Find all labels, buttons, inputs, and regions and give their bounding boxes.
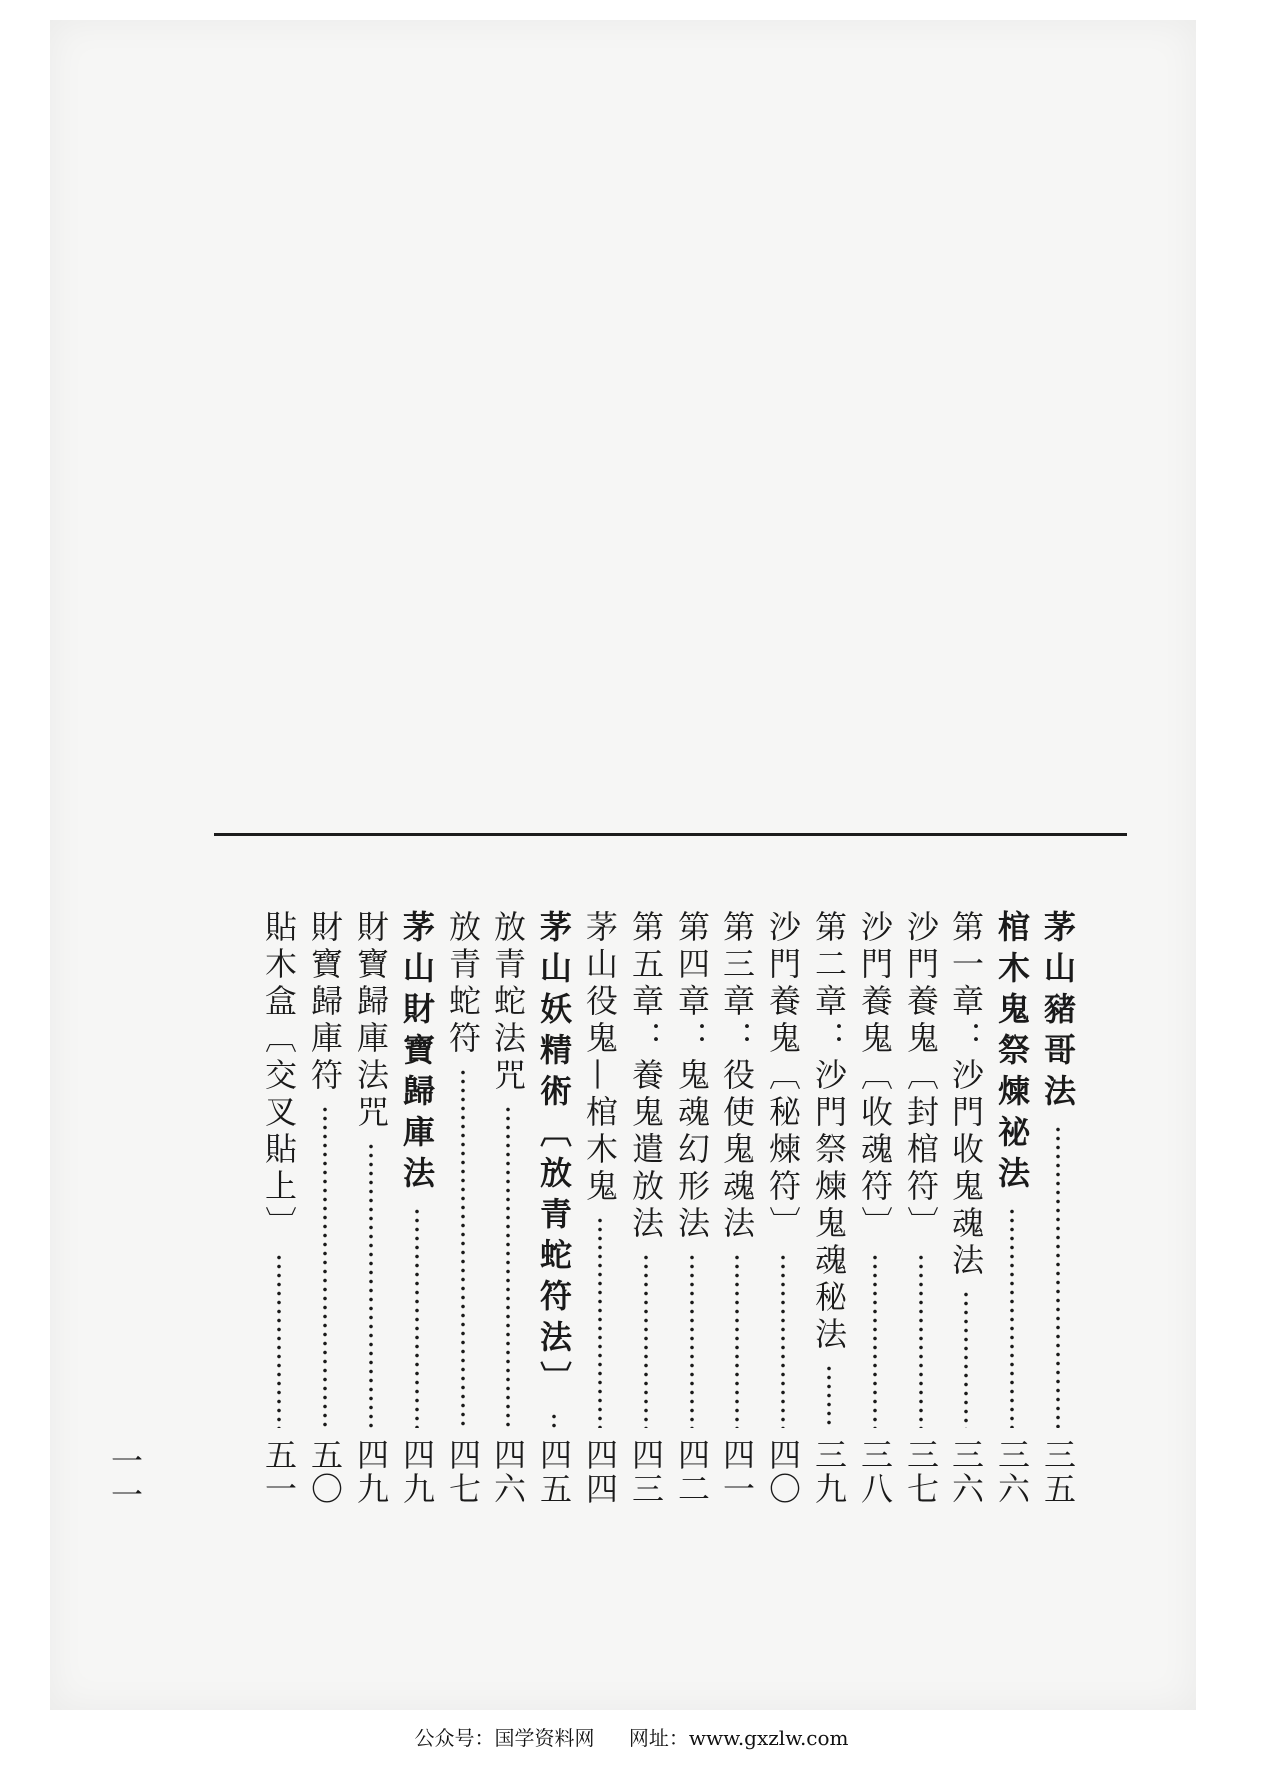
- toc-entry: [348, 910, 394, 1528]
- footer-account: 公众号：国学资料网: [414, 1726, 595, 1750]
- toc-entry-page: 三五: [1039, 1438, 1077, 1506]
- toc-entry-page: 四一: [718, 1438, 756, 1506]
- toc-entry-page: 五〇: [306, 1438, 344, 1506]
- watermark-footer: [0, 1722, 1263, 1751]
- toc-entry-page: 四九: [398, 1438, 436, 1506]
- toc-entry-title: 財寶歸庫符: [306, 910, 344, 1095]
- toc-entry: [714, 910, 760, 1528]
- toc-entry-title: 第五章：養鬼遣放法: [627, 910, 665, 1243]
- toc-entry-page: 四九: [352, 1438, 390, 1506]
- toc-entry: [943, 910, 989, 1528]
- toc-entry: [852, 910, 898, 1528]
- toc-entry-title: 沙門養鬼〔封棺符〕: [902, 910, 940, 1243]
- toc-entry-title: 沙門養鬼〔收魂符〕: [856, 910, 894, 1243]
- toc-entry-page: 三九: [810, 1438, 848, 1506]
- toc-entry-title: 貼木盒〔交叉貼上〕: [260, 910, 298, 1243]
- toc-entry-page: 三六: [947, 1438, 985, 1506]
- toc-entry: [485, 910, 531, 1528]
- toc-dot-leader: [919, 1253, 923, 1428]
- toc-entry: [669, 910, 715, 1528]
- toc-entry-title: 茅山妖精術〔放青蛇符法〕: [535, 910, 573, 1402]
- page-number: 一一: [106, 1444, 144, 1512]
- toc-dot-leader: [552, 1412, 556, 1428]
- toc-entry-title: 第三章：役使鬼魂法: [718, 910, 756, 1243]
- toc-dot-leader: [690, 1253, 694, 1428]
- toc-entry-title: 放青蛇法咒: [489, 910, 527, 1095]
- toc-entry: [760, 910, 806, 1528]
- toc-dot-leader: [827, 1364, 831, 1428]
- toc-entry-page: 四五: [535, 1438, 573, 1506]
- toc-entry-title: 沙門養鬼〔秘煉符〕: [764, 910, 802, 1243]
- toc-entry: [806, 910, 852, 1528]
- toc-dot-leader: [1010, 1207, 1014, 1428]
- toc-dot-leader: [323, 1105, 327, 1428]
- toc-entry: [898, 910, 944, 1528]
- toc-entry: [623, 910, 669, 1528]
- toc-dot-leader: [964, 1290, 968, 1428]
- toc-entry: [531, 910, 577, 1528]
- toc-entry-page: 四四: [581, 1438, 619, 1506]
- toc-entry-page: 四六: [489, 1438, 527, 1506]
- toc-entry-title: 第四章：鬼魂幻形法: [673, 910, 711, 1243]
- toc-entry: [440, 910, 486, 1528]
- toc-entry: [1035, 910, 1081, 1528]
- footer-site: 网址：www.gxzlw.com: [628, 1726, 849, 1750]
- toc-dot-leader: [415, 1207, 419, 1428]
- toc-entry-page: 五一: [260, 1438, 298, 1506]
- header-rule: [214, 833, 1127, 836]
- toc-entry: [256, 910, 302, 1528]
- toc-dot-leader: [369, 1142, 373, 1428]
- toc-entry-title: 第二章：沙門祭煉鬼魂秘法: [810, 910, 848, 1354]
- toc-entry-title: 放青蛇符: [444, 910, 482, 1058]
- toc-entry-page: 三七: [902, 1438, 940, 1506]
- toc-entry-title: 第一章：沙門收鬼魂法: [947, 910, 985, 1280]
- toc-entry-page: 三八: [856, 1438, 894, 1506]
- toc-entry-page: 四三: [627, 1438, 665, 1506]
- toc-dot-leader: [506, 1105, 510, 1428]
- toc-entry: [394, 910, 440, 1528]
- toc-entry: [302, 910, 348, 1528]
- toc-entry-page: 四二: [673, 1438, 711, 1506]
- toc-entry-title: 茅山豬哥法: [1039, 910, 1077, 1115]
- toc-entry-page: 四七: [444, 1438, 482, 1506]
- toc-dot-leader: [1056, 1125, 1060, 1428]
- toc-entry: [989, 910, 1035, 1528]
- toc-dot-leader: [598, 1216, 602, 1428]
- toc-dot-leader: [735, 1253, 739, 1428]
- toc-dot-leader: [461, 1068, 465, 1428]
- toc-entry-page: 三六: [993, 1438, 1031, 1506]
- toc-entry-page: 四〇: [764, 1438, 802, 1506]
- toc-entry-title: 茅山財寶歸庫法: [398, 910, 436, 1197]
- toc-dot-leader: [873, 1253, 877, 1428]
- toc-dot-leader: [781, 1253, 785, 1428]
- toc-entry-title: 棺木鬼祭煉祕法: [993, 910, 1031, 1197]
- toc-dot-leader: [277, 1253, 281, 1428]
- toc-entry-title: 財寶歸庫法咒: [352, 910, 390, 1132]
- toc-dot-leader: [644, 1253, 648, 1428]
- toc-entry-title: 茅山役鬼—棺木鬼: [581, 910, 619, 1206]
- toc-entry: [577, 910, 623, 1528]
